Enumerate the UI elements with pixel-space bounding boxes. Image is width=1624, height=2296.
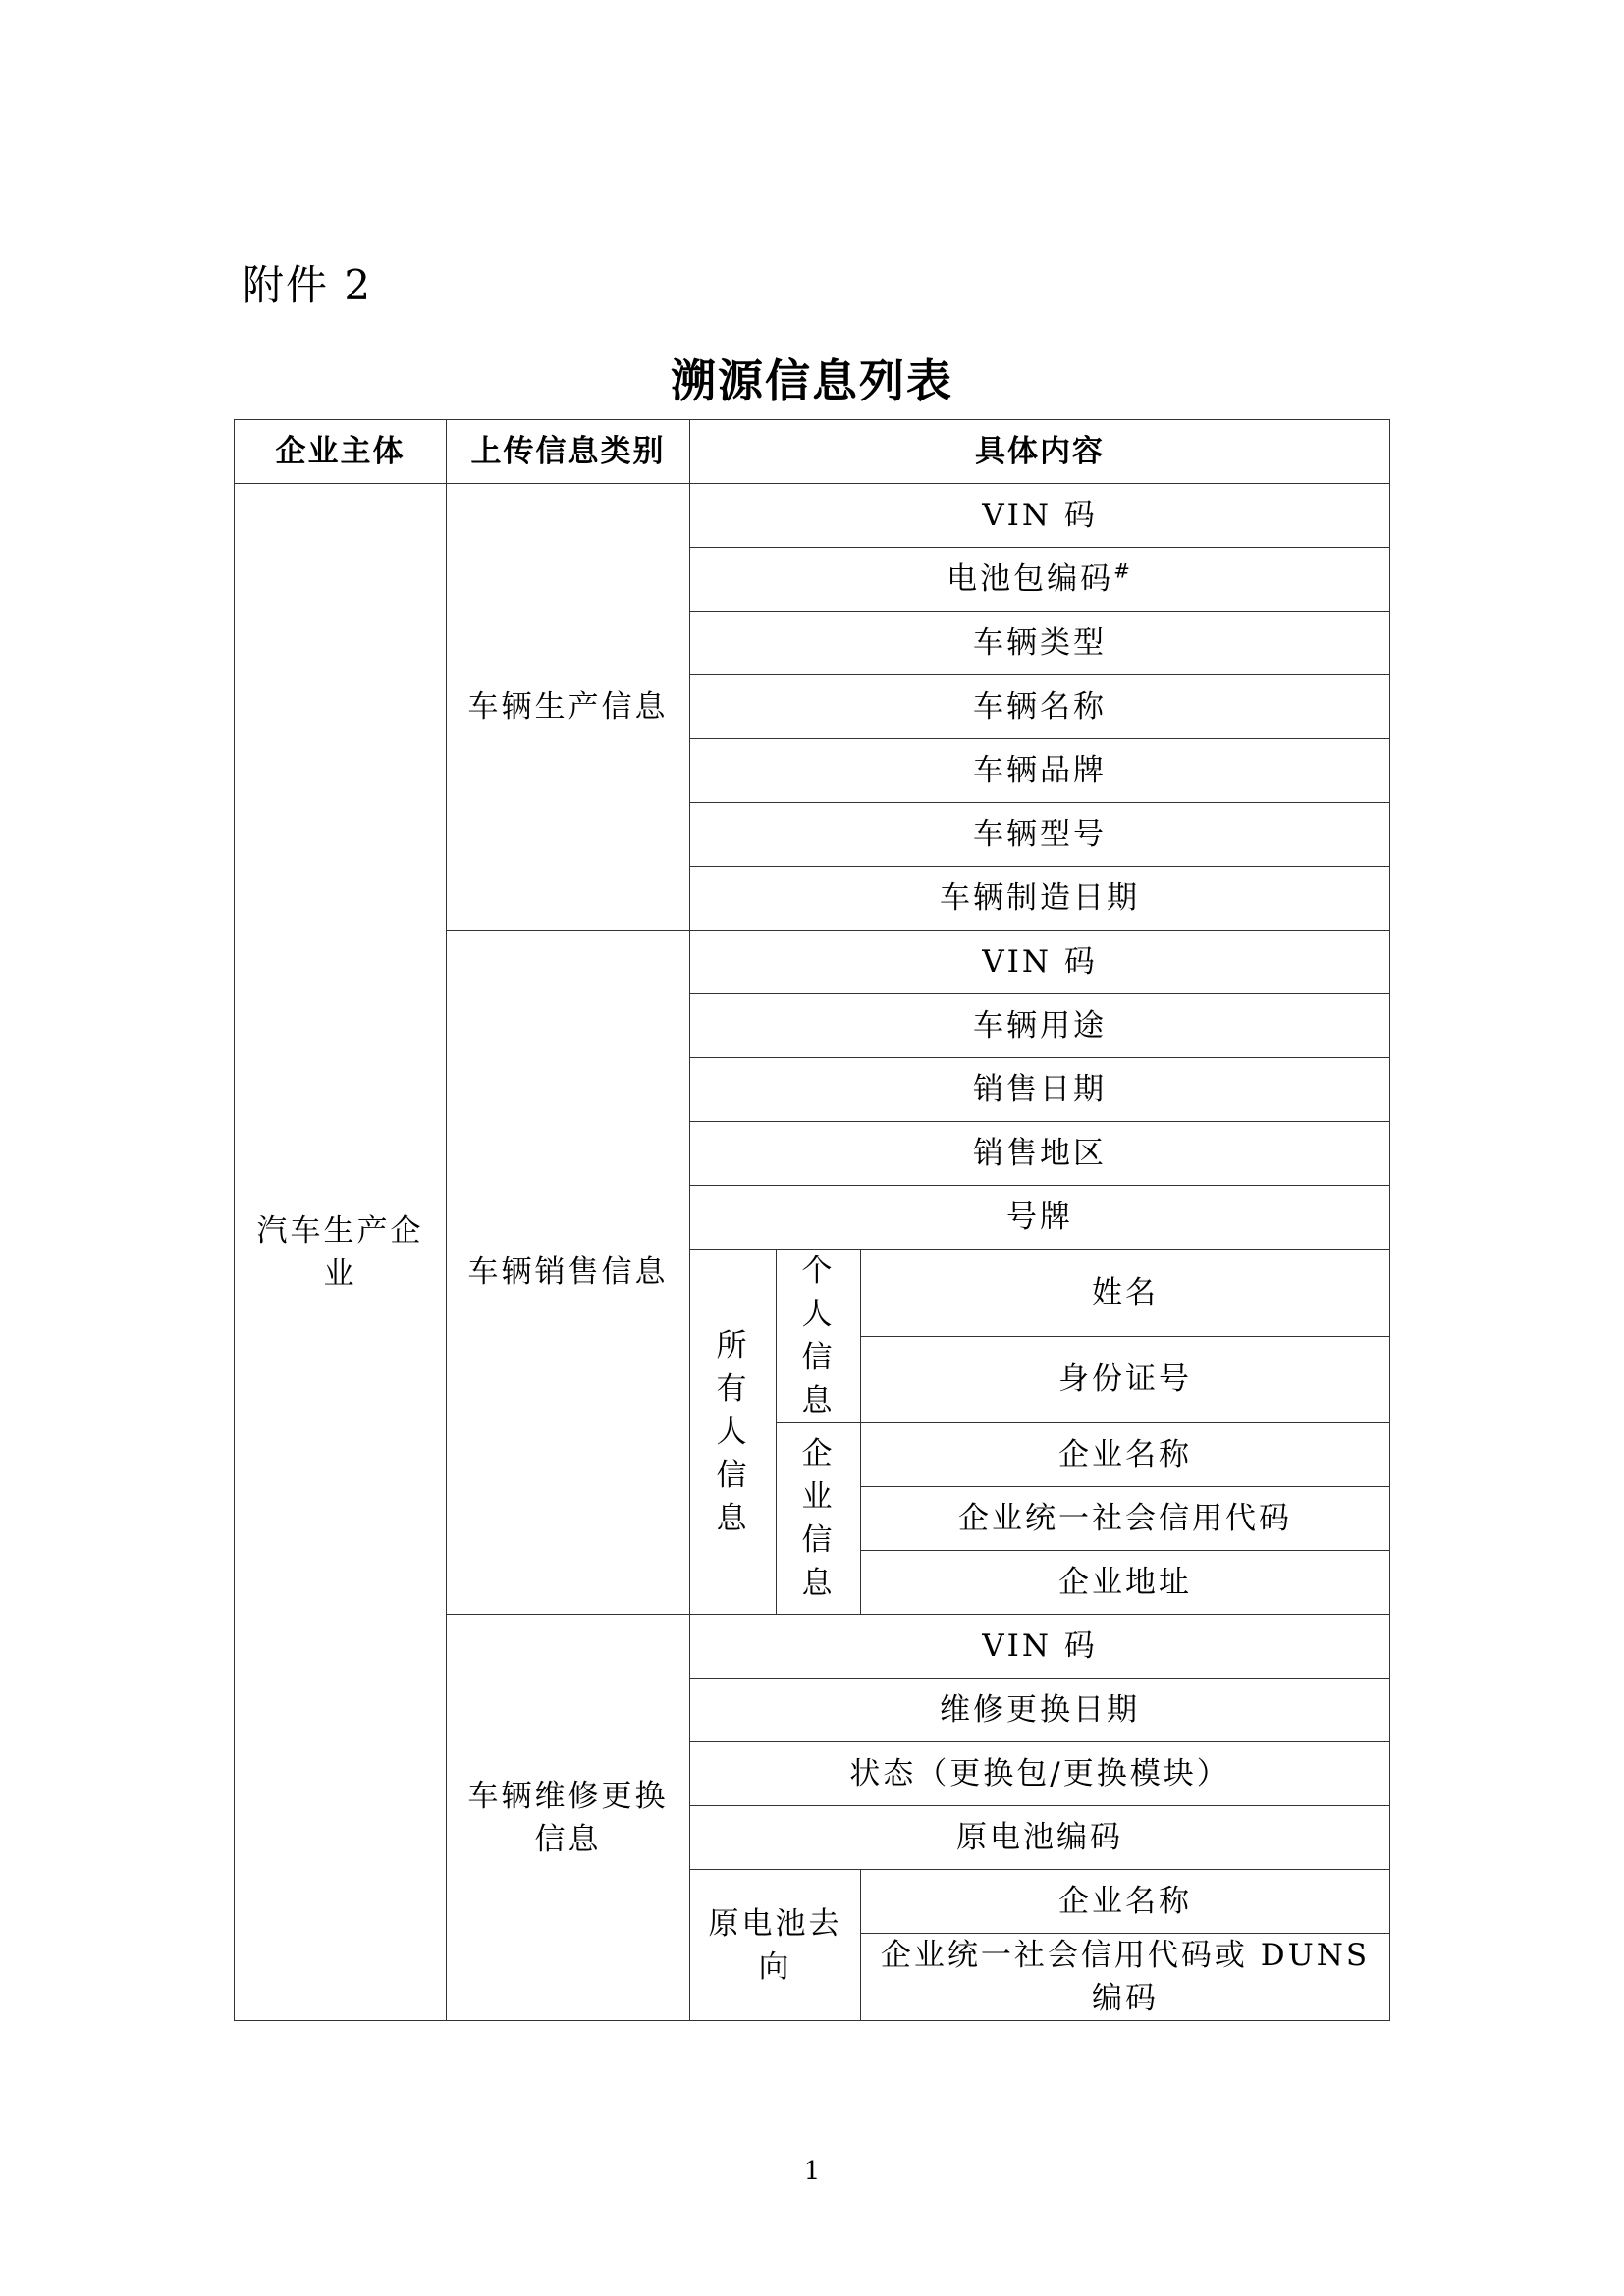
page-title: 溯源信息列表: [671, 354, 953, 407]
entity-cell: 汽车生产企业: [235, 484, 447, 2021]
category-production: 车辆生产信息: [447, 484, 690, 931]
personal-info-label: 个人信息: [777, 1250, 861, 1423]
content-cell: 车辆类型: [690, 612, 1390, 675]
content-cell: 车辆品牌: [690, 739, 1390, 803]
header-category: 上传信息类别: [447, 420, 690, 484]
content-cell: 销售日期: [690, 1058, 1390, 1122]
content-cell: 状态（更换包/更换模块）: [690, 1742, 1390, 1806]
content-cell: 企业统一社会信用代码: [861, 1487, 1390, 1551]
content-cell: 企业统一社会信用代码或 DUNS 编码: [861, 1934, 1390, 2021]
header-content: 具体内容: [690, 420, 1390, 484]
header-enterprise: 企业主体: [235, 420, 447, 484]
attachment-label: 附件 2: [243, 261, 373, 309]
battery-destination-label: 原电池去向: [690, 1870, 861, 2021]
battery-code-text: 电池包编码: [947, 561, 1114, 597]
trace-info-table: [234, 419, 1390, 2021]
content-cell: 身份证号: [861, 1336, 1390, 1423]
page-number: 1: [803, 2157, 821, 2186]
table-row: [235, 484, 1390, 548]
footnote-mark: #: [1113, 559, 1133, 583]
category-repair: 车辆维修更换信息: [447, 1615, 690, 2021]
content-cell: 车辆型号: [690, 803, 1390, 867]
content-cell: 销售地区: [690, 1122, 1390, 1186]
enterprise-info-label: 企业信息: [777, 1423, 861, 1615]
content-cell: VIN 码: [690, 1615, 1390, 1679]
content-cell: VIN 码: [690, 484, 1390, 548]
content-cell: 企业地址: [861, 1551, 1390, 1615]
content-cell: 维修更换日期: [690, 1679, 1390, 1742]
content-cell: 原电池编码: [690, 1806, 1390, 1870]
content-cell: VIN 码: [690, 931, 1390, 994]
content-cell: 车辆用途: [690, 994, 1390, 1058]
table-header-row: [235, 420, 1390, 484]
content-cell: 号牌: [690, 1186, 1390, 1250]
content-cell: 车辆制造日期: [690, 867, 1390, 931]
category-sales: 车辆销售信息: [447, 931, 690, 1615]
content-cell: [690, 548, 1390, 612]
content-cell: 企业名称: [861, 1423, 1390, 1487]
content-cell: 车辆名称: [690, 675, 1390, 739]
content-cell: 姓名: [861, 1250, 1390, 1337]
owner-info-label: 所有人信息: [690, 1250, 777, 1615]
content-cell: 企业名称: [861, 1870, 1390, 1934]
